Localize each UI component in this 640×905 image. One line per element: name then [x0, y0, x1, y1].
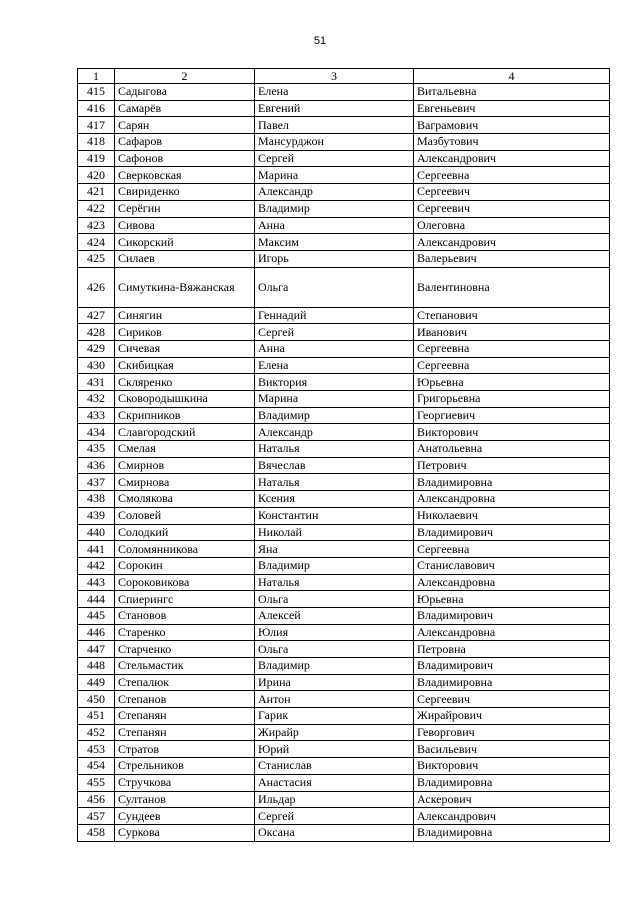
first-name-cell: Гарик — [255, 708, 414, 725]
patronymic-cell: Владимировна — [414, 774, 610, 791]
surname-cell: Суркова — [115, 824, 255, 841]
row-number-cell: 425 — [78, 250, 115, 267]
roster-table — [77, 68, 610, 842]
first-name-cell: Павел — [255, 117, 414, 134]
surname-cell: Сарян — [115, 117, 255, 134]
surname-cell: Сундеев — [115, 808, 255, 825]
first-name-cell: Жирайр — [255, 724, 414, 741]
surname-cell: Смирнов — [115, 457, 255, 474]
row-number-cell: 453 — [78, 741, 115, 758]
surname-cell: Славгородский — [115, 424, 255, 441]
table-row — [78, 574, 610, 591]
row-number-cell: 420 — [78, 167, 115, 184]
table-row — [78, 84, 610, 101]
surname-cell: Стратов — [115, 741, 255, 758]
patronymic-cell: Викторович — [414, 424, 610, 441]
table-row — [78, 374, 610, 391]
table-row — [78, 340, 610, 357]
first-name-cell: Анна — [255, 217, 414, 234]
row-number-cell: 439 — [78, 507, 115, 524]
table-row — [78, 641, 610, 658]
row-number-cell: 423 — [78, 217, 115, 234]
surname-cell: Смелая — [115, 441, 255, 458]
table-row — [78, 357, 610, 374]
row-number-cell: 452 — [78, 724, 115, 741]
table-row — [78, 708, 610, 725]
surname-cell: Становов — [115, 607, 255, 624]
table-row — [78, 441, 610, 458]
row-number-cell: 458 — [78, 824, 115, 841]
table-row — [78, 724, 610, 741]
surname-cell: Свириденко — [115, 184, 255, 201]
first-name-cell: Сергей — [255, 150, 414, 167]
table-row — [78, 824, 610, 841]
first-name-cell: Наталья — [255, 474, 414, 491]
table-row — [78, 524, 610, 541]
surname-cell: Скляренко — [115, 374, 255, 391]
first-name-cell: Антон — [255, 691, 414, 708]
row-number-cell: 427 — [78, 307, 115, 324]
row-number-cell: 437 — [78, 474, 115, 491]
first-name-cell: Максим — [255, 234, 414, 251]
first-name-cell: Алексей — [255, 607, 414, 624]
table-row — [78, 791, 610, 808]
patronymic-cell: Анатольевна — [414, 441, 610, 458]
row-number-cell: 426 — [78, 267, 115, 307]
surname-cell: Садыгова — [115, 84, 255, 101]
patronymic-cell: Александрович — [414, 234, 610, 251]
patronymic-cell: Александровна — [414, 574, 610, 591]
row-number-cell: 428 — [78, 324, 115, 341]
table-row — [78, 200, 610, 217]
patronymic-cell: Сергеевна — [414, 167, 610, 184]
table-row — [78, 150, 610, 167]
row-number-cell: 441 — [78, 541, 115, 558]
first-name-cell: Ольга — [255, 591, 414, 608]
first-name-cell: Елена — [255, 84, 414, 101]
patronymic-cell: Александрович — [414, 808, 610, 825]
patronymic-cell: Юрьевна — [414, 374, 610, 391]
row-number-cell: 454 — [78, 758, 115, 775]
table-row — [78, 624, 610, 641]
table-row — [78, 591, 610, 608]
row-number-cell: 455 — [78, 774, 115, 791]
surname-cell: Спиерингс — [115, 591, 255, 608]
table-row — [78, 758, 610, 775]
row-number-cell: 422 — [78, 200, 115, 217]
table-row — [78, 557, 610, 574]
table-row — [78, 424, 610, 441]
surname-cell: Сичевая — [115, 340, 255, 357]
patronymic-cell: Валентиновна — [414, 267, 610, 307]
patronymic-cell: Владимировна — [414, 674, 610, 691]
surname-cell: Степанян — [115, 708, 255, 725]
surname-cell: Сорокин — [115, 557, 255, 574]
surname-cell: Соломянникова — [115, 541, 255, 558]
header-col-4: 4 — [414, 69, 610, 84]
row-number-cell: 447 — [78, 641, 115, 658]
patronymic-cell: Владимирович — [414, 607, 610, 624]
first-name-cell: Марина — [255, 167, 414, 184]
first-name-cell: Ильдар — [255, 791, 414, 808]
table-row — [78, 541, 610, 558]
table-row — [78, 391, 610, 408]
table-row — [78, 658, 610, 675]
first-name-cell: Сергей — [255, 808, 414, 825]
row-number-cell: 450 — [78, 691, 115, 708]
surname-cell: Султанов — [115, 791, 255, 808]
row-number-cell: 444 — [78, 591, 115, 608]
page-number: 51 — [313, 35, 327, 47]
table-row — [78, 507, 610, 524]
table-row — [78, 117, 610, 134]
first-name-cell: Виктория — [255, 374, 414, 391]
table-row — [78, 808, 610, 825]
first-name-cell: Ксения — [255, 491, 414, 508]
row-number-cell: 446 — [78, 624, 115, 641]
patronymic-cell: Сергеевич — [414, 691, 610, 708]
header-row — [78, 69, 610, 84]
surname-cell: Скибицкая — [115, 357, 255, 374]
table-row — [78, 407, 610, 424]
patronymic-cell: Иванович — [414, 324, 610, 341]
row-number-cell: 449 — [78, 674, 115, 691]
table-row — [78, 217, 610, 234]
patronymic-cell: Георгиевич — [414, 407, 610, 424]
patronymic-cell: Владимирович — [414, 524, 610, 541]
first-name-cell: Юрий — [255, 741, 414, 758]
row-number-cell: 421 — [78, 184, 115, 201]
header-col-1: 1 — [78, 69, 115, 84]
first-name-cell: Сергей — [255, 324, 414, 341]
patronymic-cell: Владимирович — [414, 658, 610, 675]
patronymic-cell: Николаевич — [414, 507, 610, 524]
table-row — [78, 234, 610, 251]
surname-cell: Сверковская — [115, 167, 255, 184]
first-name-cell: Николай — [255, 524, 414, 541]
first-name-cell: Вячеслав — [255, 457, 414, 474]
row-number-cell: 432 — [78, 391, 115, 408]
row-number-cell: 424 — [78, 234, 115, 251]
row-number-cell: 451 — [78, 708, 115, 725]
table-row — [78, 474, 610, 491]
first-name-cell: Юлия — [255, 624, 414, 641]
first-name-cell: Константин — [255, 507, 414, 524]
patronymic-cell: Юрьевна — [414, 591, 610, 608]
patronymic-cell: Григорьевна — [414, 391, 610, 408]
roster-body — [78, 84, 610, 842]
patronymic-cell: Александрович — [414, 150, 610, 167]
table-row — [78, 250, 610, 267]
row-number-cell: 416 — [78, 100, 115, 117]
first-name-cell: Мансурджон — [255, 134, 414, 151]
first-name-cell: Игорь — [255, 250, 414, 267]
row-number-cell: 443 — [78, 574, 115, 591]
patronymic-cell: Мазбутович — [414, 134, 610, 151]
surname-cell: Сороковикова — [115, 574, 255, 591]
first-name-cell: Марина — [255, 391, 414, 408]
surname-cell: Синягин — [115, 307, 255, 324]
table-row — [78, 741, 610, 758]
row-number-cell: 440 — [78, 524, 115, 541]
table-row — [78, 491, 610, 508]
patronymic-cell: Валерьевич — [414, 250, 610, 267]
surname-cell: Стрельников — [115, 758, 255, 775]
first-name-cell: Геннадий — [255, 307, 414, 324]
patronymic-cell: Петрович — [414, 457, 610, 474]
table-row — [78, 307, 610, 324]
row-number-cell: 434 — [78, 424, 115, 441]
first-name-cell: Александр — [255, 424, 414, 441]
row-number-cell: 430 — [78, 357, 115, 374]
patronymic-cell: Васильевич — [414, 741, 610, 758]
surname-cell: Старенко — [115, 624, 255, 641]
row-number-cell: 431 — [78, 374, 115, 391]
first-name-cell: Наталья — [255, 574, 414, 591]
header-col-3: 3 — [255, 69, 414, 84]
patronymic-cell: Витальевна — [414, 84, 610, 101]
row-number-cell: 445 — [78, 607, 115, 624]
row-number-cell: 417 — [78, 117, 115, 134]
first-name-cell: Яна — [255, 541, 414, 558]
first-name-cell: Александр — [255, 184, 414, 201]
table-row — [78, 457, 610, 474]
surname-cell: Соловей — [115, 507, 255, 524]
surname-cell: Стручкова — [115, 774, 255, 791]
row-number-cell: 436 — [78, 457, 115, 474]
surname-cell: Сивова — [115, 217, 255, 234]
surname-cell: Сафонов — [115, 150, 255, 167]
table-row — [78, 100, 610, 117]
row-number-cell: 429 — [78, 340, 115, 357]
first-name-cell: Ольга — [255, 641, 414, 658]
table-row — [78, 267, 610, 307]
patronymic-cell: Сергеевна — [414, 357, 610, 374]
header-col-2: 2 — [115, 69, 255, 84]
first-name-cell: Анастасия — [255, 774, 414, 791]
row-number-cell: 442 — [78, 557, 115, 574]
table-row — [78, 184, 610, 201]
surname-cell: Степалюк — [115, 674, 255, 691]
patronymic-cell: Станиславович — [414, 557, 610, 574]
patronymic-cell: Петровна — [414, 641, 610, 658]
patronymic-cell: Жирайрович — [414, 708, 610, 725]
first-name-cell: Владимир — [255, 557, 414, 574]
row-number-cell: 448 — [78, 658, 115, 675]
table-row — [78, 607, 610, 624]
first-name-cell: Ирина — [255, 674, 414, 691]
patronymic-cell: Александровна — [414, 491, 610, 508]
table-row — [78, 674, 610, 691]
surname-cell: Сковородышкина — [115, 391, 255, 408]
first-name-cell: Оксана — [255, 824, 414, 841]
row-number-cell: 415 — [78, 84, 115, 101]
first-name-cell: Владимир — [255, 407, 414, 424]
patronymic-cell: Геворгович — [414, 724, 610, 741]
first-name-cell: Владимир — [255, 200, 414, 217]
patronymic-cell: Сергеевна — [414, 541, 610, 558]
table-row — [78, 324, 610, 341]
row-number-cell: 438 — [78, 491, 115, 508]
patronymic-cell: Евгеньевич — [414, 100, 610, 117]
table-row — [78, 167, 610, 184]
surname-cell: Стельмастик — [115, 658, 255, 675]
first-name-cell: Елена — [255, 357, 414, 374]
patronymic-cell: Ваграмович — [414, 117, 610, 134]
first-name-cell: Наталья — [255, 441, 414, 458]
table-row — [78, 134, 610, 151]
surname-cell: Симуткина-Вяжанская — [115, 267, 255, 307]
patronymic-cell: Сергеевна — [414, 340, 610, 357]
surname-cell: Старченко — [115, 641, 255, 658]
row-number-cell: 457 — [78, 808, 115, 825]
patronymic-cell: Сергеевич — [414, 184, 610, 201]
patronymic-cell: Сергеевич — [414, 200, 610, 217]
row-number-cell: 418 — [78, 134, 115, 151]
surname-cell: Силаев — [115, 250, 255, 267]
surname-cell: Серёгин — [115, 200, 255, 217]
surname-cell: Смирнова — [115, 474, 255, 491]
row-number-cell: 456 — [78, 791, 115, 808]
table-row — [78, 774, 610, 791]
patronymic-cell: Викторович — [414, 758, 610, 775]
surname-cell: Степанов — [115, 691, 255, 708]
patronymic-cell: Аскерович — [414, 791, 610, 808]
first-name-cell: Ольга — [255, 267, 414, 307]
surname-cell: Сириков — [115, 324, 255, 341]
surname-cell: Сикорский — [115, 234, 255, 251]
surname-cell: Самарёв — [115, 100, 255, 117]
first-name-cell: Анна — [255, 340, 414, 357]
surname-cell: Степанян — [115, 724, 255, 741]
surname-cell: Солодкий — [115, 524, 255, 541]
first-name-cell: Евгений — [255, 100, 414, 117]
patronymic-cell: Владимировна — [414, 474, 610, 491]
surname-cell: Сафаров — [115, 134, 255, 151]
patronymic-cell: Александровна — [414, 624, 610, 641]
patronymic-cell: Олеговна — [414, 217, 610, 234]
row-number-cell: 419 — [78, 150, 115, 167]
patronymic-cell: Степанович — [414, 307, 610, 324]
patronymic-cell: Владимировна — [414, 824, 610, 841]
first-name-cell: Станислав — [255, 758, 414, 775]
table-row — [78, 691, 610, 708]
surname-cell: Скрипников — [115, 407, 255, 424]
surname-cell: Смолякова — [115, 491, 255, 508]
first-name-cell: Владимир — [255, 658, 414, 675]
row-number-cell: 435 — [78, 441, 115, 458]
row-number-cell: 433 — [78, 407, 115, 424]
